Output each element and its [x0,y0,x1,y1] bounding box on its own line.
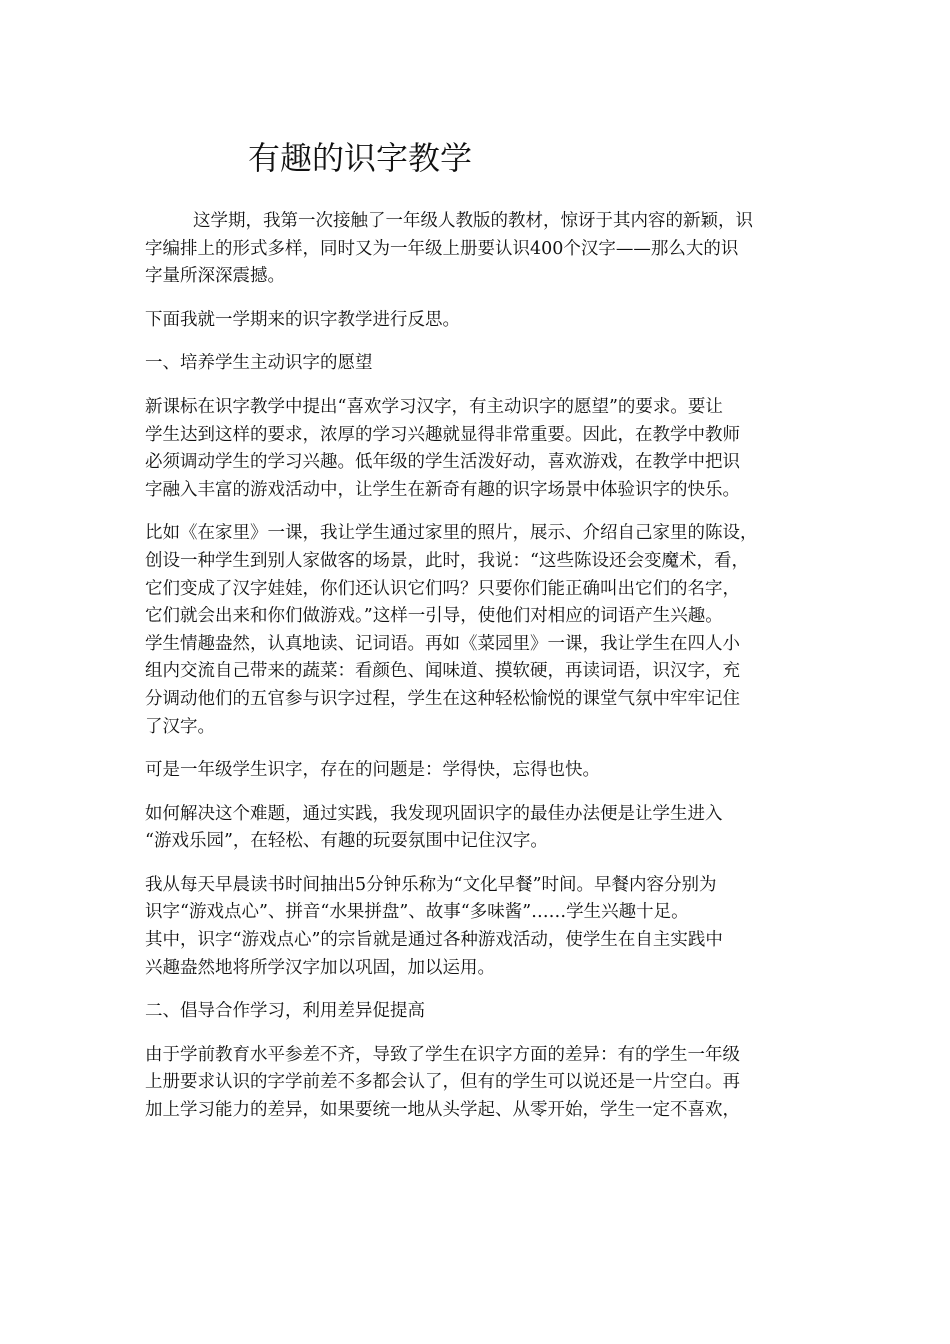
paragraph-line: “游戏乐园”，在轻松、有趣的玩耍氛围中记住汉字。 [145,831,548,852]
paragraph-line: 学生情趣盎然，认真地读、记词语。再如《菜园里》一课，我让学生在四人小 [145,633,740,654]
paragraph-line: 上册要求认识的字学前差不多都会认了，但有的学生可以说还是一片空白。再 [145,1072,740,1093]
paragraph [145,872,810,982]
paragraph-line: 它们变成了汉字娃娃，你们还认识它们吗？只要你们能正确叫出它们的名字， [145,578,740,599]
paragraph [145,998,810,1026]
paragraph-line: 字编排上的形式多样，同时又为一年级上册要认识400个汉字——那么大的识 [145,238,739,259]
paragraph-line: 其中，识字“游戏点心”的宗旨就是通过各种游戏活动，使学生在自主实践中 [145,930,723,951]
paragraph-line: 创设一种学生到别人家做客的场景，此时，我说：“这些陈设还会变魔术，看， [145,550,749,571]
paragraph-line: 比如《在家里》一课，我让学生通过家里的照片，展示、介绍自己家里的陈设， [145,523,758,544]
paragraph [145,520,810,741]
paragraph-line: 识字“游戏点心”、拼音“水果拼盘”、故事“多味酱”……学生兴趣十足。 [145,902,689,923]
paragraph-line: 了汉字。 [145,716,215,737]
paragraph-line: 兴趣盎然地将所学汉字加以巩固，加以运用。 [145,957,495,978]
paragraph-line: 它们就会出来和你们做游戏。”这样一引导，使他们对相应的词语产生兴趣。 [145,606,723,627]
paragraph [145,307,810,335]
paragraph-line: 必须调动学生的学习兴趣。低年级的学生活泼好动，喜欢游戏，在教学中把识 [145,452,740,473]
paragraph-line: 我从每天早晨读书时间抽出5分钟乐称为“文化早餐”时间。早餐内容分别为 [145,874,717,895]
paragraph-line: 学生达到这样的要求，浓厚的学习兴趣就显得非常重要。因此，在教学中教师 [145,424,740,445]
paragraph-line: 加上学习能力的差异，如果要统一地从头学起、从零开始，学生一定不喜欢， [145,1100,740,1121]
paragraph-line: 组内交流自己带来的蔬菜：看颜色、闻味道、摸软硬，再读词语，识汉字，充 [145,661,740,682]
document-body [145,208,810,1141]
paragraph [145,350,810,378]
paragraph [145,208,810,291]
paragraph-line: 由于学前教育水平参差不齐，导致了学生在识字方面的差异：有的学生一年级 [145,1044,740,1065]
paragraph-line: 如何解决这个难题，通过实践，我发现巩固识字的最佳办法便是让学生进入 [145,803,723,824]
paragraph [145,394,810,504]
paragraph-line: 字量所深深震撼。 [145,266,285,287]
paragraph-line: 下面我就一学期来的识字教学进行反思。 [145,309,460,330]
paragraph [145,1042,810,1125]
paragraph-line: 这学期，我第一次接触了一年级人教版的教材，惊讶于其内容的新颖，识 [193,211,753,231]
paragraph-line: 新课标在识字教学中提出“喜欢学习汉字，有主动识字的愿望”的要求。要让 [145,396,723,417]
paragraph [145,757,810,785]
document-title: 有趣的识字教学 [248,139,473,177]
paragraph-line: 分调动他们的五官参与识字过程，学生在这种轻松愉悦的课堂气氛中牢牢记住 [145,688,740,709]
paragraph-line: 二、倡导合作学习，利用差异促提高 [145,1001,425,1022]
paragraph-line: 一、培养学生主动识字的愿望 [145,353,373,374]
paragraph-line: 可是一年级学生识字，存在的问题是：学得快，忘得也快。 [145,760,600,781]
paragraph [145,801,810,856]
paragraph-line: 字融入丰富的游戏活动中，让学生在新奇有趣的识字场景中体验识字的快乐。 [145,479,740,500]
